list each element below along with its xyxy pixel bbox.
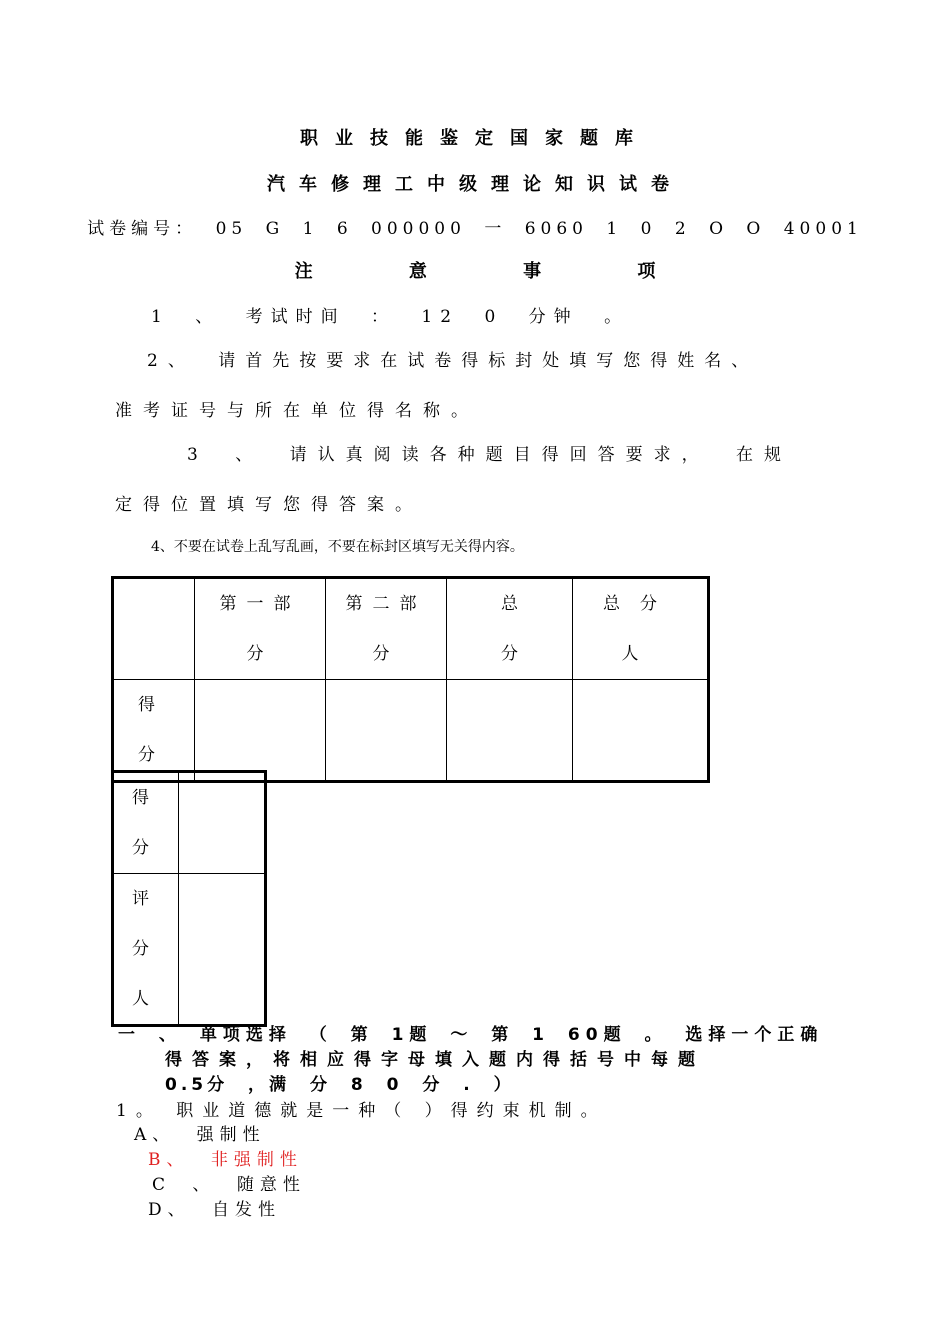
grader-person-label: 评 分 人 (113, 874, 179, 1026)
grader-score-cell[interactable] (179, 772, 266, 874)
exam-paper-title: 汽车修理工中级理论知识试卷 (267, 174, 683, 195)
question-1-option-d[interactable]: D、 自发性 (148, 1200, 282, 1220)
grader-person-cell[interactable] (179, 874, 266, 1026)
note-4: 4、不要在试卷上乱写乱画，不要在标封区填写无关得内容。 (151, 539, 524, 555)
score-table-corner-cell (113, 578, 195, 680)
question-1-stem: 1。 职业道德就是一种（ ）得约束机制。 (116, 1101, 607, 1121)
question-1-option-a[interactable]: A、 强制性 (134, 1125, 266, 1145)
score-table-header-row (113, 578, 709, 680)
score-row-label: 得 分 (113, 680, 195, 782)
note-1: 1 、 考试时间 ： 12 0 分钟 。 (151, 307, 630, 327)
note-3-line-1: 3 、 请认真阅读各种题目得回答要求， 在规 (187, 445, 793, 465)
note-2-line-1: 2、 请首先按要求在试卷得标封处填写您得姓名、 (147, 351, 759, 371)
section-heading-line-1: 一 、 单项选择 （ 第 1题 ～ 第 1 60题 。 选择一个正确 (118, 1025, 824, 1045)
grader-score-label: 得 分 (113, 772, 179, 874)
score-header-total: 总 分 (447, 578, 573, 680)
score-header-part-one: 第一部 分 (195, 578, 326, 680)
notice-heading: 注 意 事 项 (294, 261, 656, 282)
paper-code: 试卷编号： 05 G 1 6 000000 一 6060 1 0 2 O O 40001 (87, 219, 863, 239)
score-header-scorer: 总分 人 (573, 578, 709, 680)
grader-table (111, 770, 267, 1027)
score-table-score-row (113, 680, 709, 782)
score-table (111, 576, 710, 783)
exam-bank-title: 职业技能鉴定国家题库 (300, 128, 650, 149)
section-heading-line-2: 得答案，将相应得字母填入题内得括号中每题 (165, 1050, 705, 1070)
score-cell-part-one[interactable] (195, 680, 326, 782)
score-cell-part-two[interactable] (326, 680, 447, 782)
score-cell-total[interactable] (447, 680, 573, 782)
note-3-line-2: 定得位置填写您得答案。 (115, 495, 423, 515)
score-header-part-two: 第二部 分 (326, 578, 447, 680)
note-2-line-2: 准考证号与所在单位得名称。 (115, 401, 479, 421)
score-cell-scorer[interactable] (573, 680, 709, 782)
grader-person-row (113, 874, 266, 1026)
section-heading-line-3: 0.5分 ，满 分 8 0 分 . ） (165, 1075, 515, 1095)
grader-score-row (113, 772, 266, 874)
question-1-option-b[interactable]: B、 非强制性 (148, 1150, 303, 1170)
question-1-option-c[interactable]: C 、 随意性 (152, 1175, 306, 1195)
